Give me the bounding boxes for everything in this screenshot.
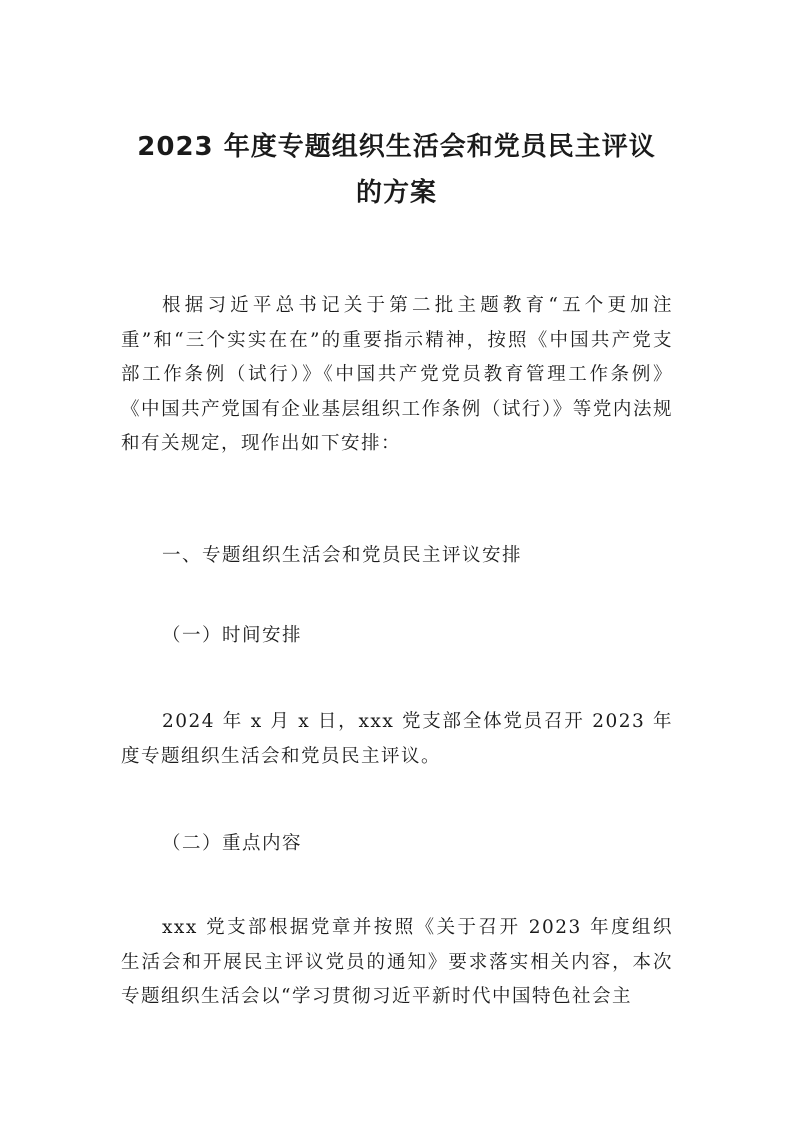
- section1-heading: 一、专题组织生活会和党员民主评议安排: [162, 545, 523, 566]
- key-content-paragraph: xxx 党支部根据党章并按照《关于召开 2023 年度组织生活会和开展民主评议党员的通知》要求落实相关内容，本次专题组织生活会以“学习贯彻习近平新时代中国特色社会主: [121, 917, 673, 1007]
- document-title-line1: 2023 年度专题组织生活会和党员民主评议: [137, 132, 656, 162]
- time-arrangement-paragraph: 2024 年 x 月 x 日，xxx 党支部全体党员召开 2023 年度专题组织生活会和党员民主评议。: [121, 711, 673, 767]
- document-title-line2: 的方案: [355, 178, 437, 208]
- subsection2-heading: （二）重点内容: [162, 833, 303, 854]
- subsection1-heading: （一）时间安排: [162, 625, 303, 646]
- intro-paragraph: 根据习近平总书记关于第二批主题教育“五个更加注重”和“三个实实在在”的重要指示精神，按照《中国共产党支部工作条例（试行）》《中国共产党党员教育管理工作条例》《中国共产党国有企业基层组织工作条例（试行）》等党内法规和有关规定，现作出如下安排：: [121, 295, 673, 454]
